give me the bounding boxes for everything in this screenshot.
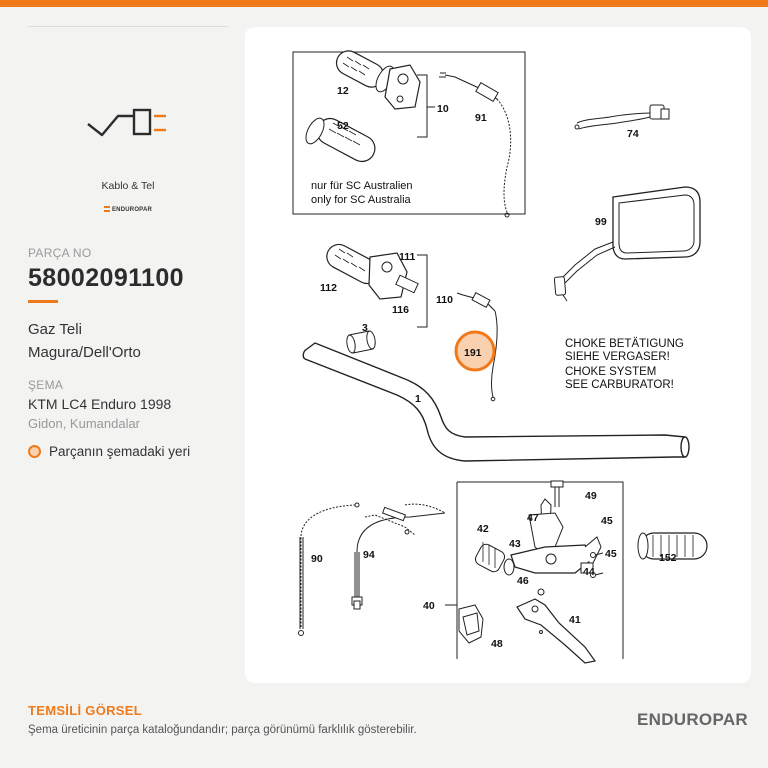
footer-title: TEMSİLİ GÖRSEL (28, 703, 142, 718)
callout-52: 52 (337, 120, 349, 132)
callout-1: 1 (415, 393, 421, 405)
part-name-line2: Magura/Dell'Orto (28, 344, 141, 361)
part-number-label: PARÇA NO (28, 246, 92, 260)
callout-40: 40 (423, 600, 435, 612)
brand-mark-icon (104, 206, 110, 212)
parts-diagram-card (245, 27, 751, 683)
sc-note-de: nur für SC Australien (311, 180, 413, 192)
parts-diagram (245, 27, 751, 683)
callout-191: 191 (464, 347, 482, 359)
location-legend (28, 444, 190, 459)
sc-note-en: only for SC Australia (311, 194, 411, 206)
callout-94: 94 (363, 549, 375, 561)
callout-99: 99 (595, 216, 607, 228)
bolt-49 (551, 481, 563, 507)
sidebar-divider (28, 26, 228, 27)
schema-section: Gidon, Kumandalar (28, 416, 141, 431)
schema-model: KTM LC4 Enduro 1998 (28, 396, 172, 412)
part-number: 58002091100 (28, 264, 184, 292)
part-name-line1: Gaz Teli (28, 321, 82, 338)
lever-41 (517, 589, 595, 663)
mirror-99 (554, 187, 700, 301)
callout-45-upper: 45 (601, 515, 613, 527)
part-number-underline (28, 300, 58, 303)
brand-small-text: ENDUROPAR (111, 207, 153, 213)
throttle-assembly-110 (323, 240, 419, 299)
category-label: Kablo & Tel (101, 180, 155, 192)
callout-48: 48 (491, 638, 503, 650)
callout-90: 90 (311, 553, 323, 565)
legend-text: Parçanın şemadaki yeri (49, 444, 191, 459)
throttle-cable-91 (439, 73, 511, 217)
callout-46: 46 (517, 575, 529, 587)
adjuster-42-43 (473, 542, 514, 575)
top-accent-bar (0, 0, 768, 7)
footer-brand-logo: ENDUROPAR (636, 710, 748, 729)
callout-74: 74 (627, 128, 639, 140)
callout-45-lower: 45 (605, 548, 617, 560)
callout-49: 49 (585, 490, 597, 502)
footer-disclaimer: Şema üreticinin parça kataloğundandır; parça görünümü farklılık gösterebilir. (28, 724, 417, 736)
callout-110: 110 (436, 294, 453, 306)
callout-42: 42 (477, 523, 489, 535)
category-logo-block (28, 96, 228, 220)
callout-41: 41 (569, 614, 581, 626)
cable-category-icon (86, 104, 170, 144)
schema-label: ŞEMA (28, 378, 64, 392)
choke-note-line2: SIEHE VERGASER! (565, 351, 670, 363)
callout-10: 10 (437, 103, 449, 115)
callout-91: 91 (475, 112, 487, 124)
part-name (28, 318, 141, 364)
callout-3: 3 (362, 322, 368, 334)
throttle-housing-10 (385, 65, 420, 109)
choke-note-line1: CHOKE BETÄTIGUNG (565, 338, 684, 350)
callout-43: 43 (509, 538, 521, 550)
callout-12: 12 (337, 85, 349, 97)
bushing-3 (345, 330, 376, 353)
callout-44: 44 (583, 566, 595, 578)
highlight-dot-icon (28, 445, 41, 458)
switch-74 (575, 105, 669, 129)
lever-bracket-46 (511, 499, 601, 573)
brand-small-logo (28, 206, 228, 213)
choke-note-line3: CHOKE SYSTEM (565, 366, 657, 378)
callout-152: 152 (659, 552, 677, 564)
callout-47: 47 (527, 512, 539, 524)
cover-48 (459, 605, 483, 643)
callout-111: 111 (399, 251, 416, 263)
callout-112: 112 (320, 282, 337, 294)
callout-116: 116 (392, 304, 409, 316)
cable-90 (299, 503, 360, 636)
choke-note-line4: SEE CARBURATOR! (565, 379, 674, 391)
